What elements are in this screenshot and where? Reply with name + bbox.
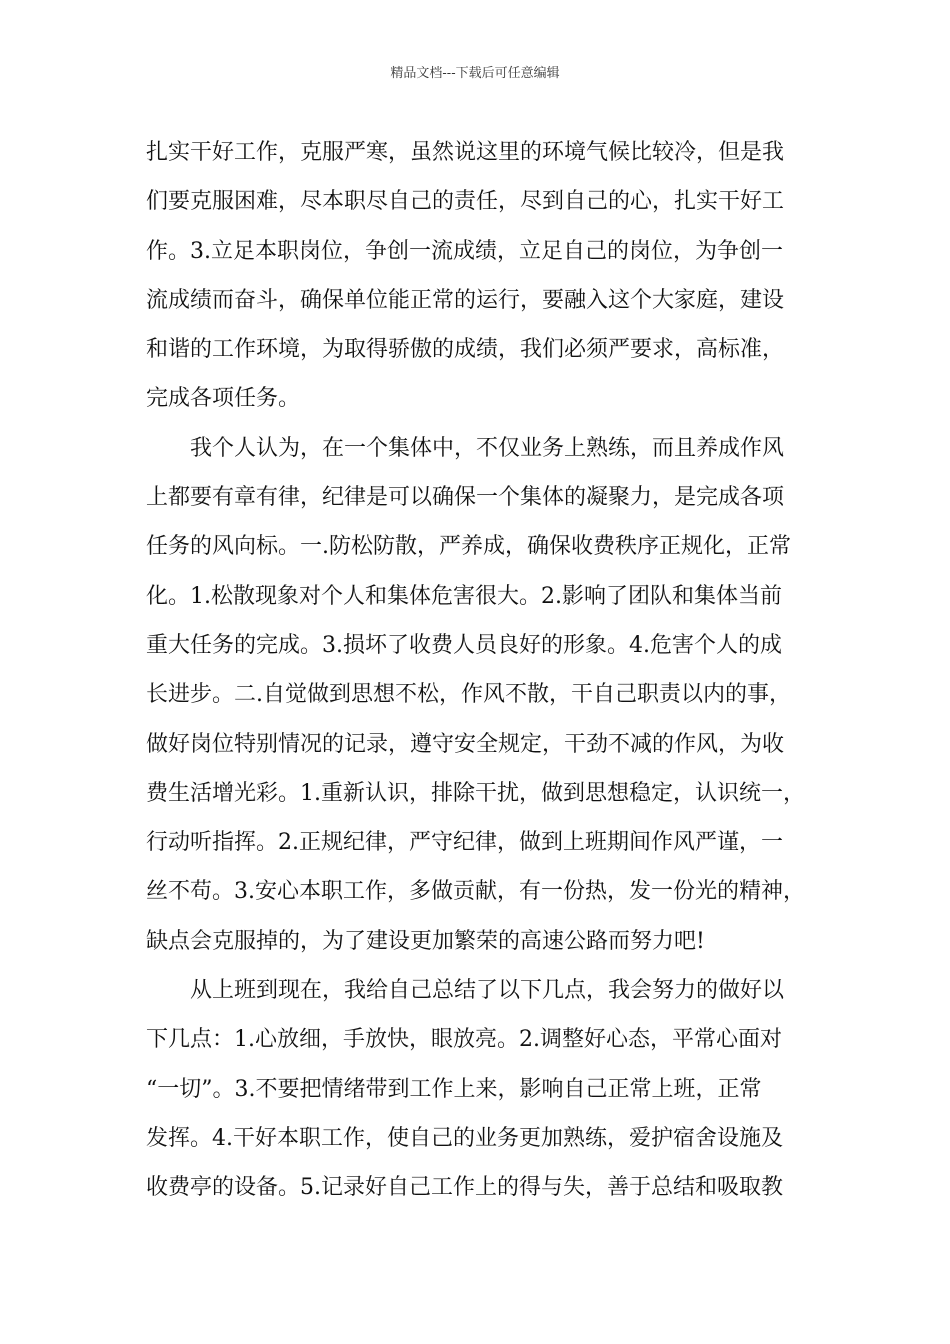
text-line: 完成各项任务。	[146, 386, 301, 412]
text-line: 缺点会克服掉的，为了建设更加繁荣的高速公路而努力吧!	[146, 928, 705, 954]
text-line: 扎实干好工作，克服严寒，虽然说这里的环境气候比较冷，但是我	[146, 140, 785, 165]
text-line: 行动听指挥。2.正规纪律，严守纪律，做到上班期间作风严谨，一	[146, 830, 783, 856]
text-line: 流成绩而奋斗，确保单位能正常的运行，要融入这个大家庭，建设	[146, 287, 785, 313]
text-line: 费生活增光彩。1.重新认识，排除干扰，做到思想稳定，认识统一，	[146, 780, 805, 806]
page-header: 精品文档---下载后可任意编辑	[390, 66, 560, 81]
text-line: 我个人认为，在一个集体中，不仅业务上熟练，而且养成作风	[190, 435, 785, 461]
text-line: 化。1.松散现象对个人和集体危害很大。2.影响了团队和集体当前	[146, 583, 782, 609]
text-line: 任务的风向标。一.防松防散，严养成，确保收费秩序正规化，正常	[146, 534, 791, 560]
text-line: 下几点：1.心放细，手放快，眼放亮。2.调整好心态，平常心面对	[146, 1027, 782, 1053]
text-line: 和谐的工作环境，为取得骄傲的成绩，我们必须严要求，高标准，	[146, 337, 785, 363]
text-line: 重大任务的完成。3.损坏了收费人员良好的形象。4.危害个人的成	[146, 632, 782, 658]
document-body	[146, 128, 826, 1213]
text-line: 上都要有章有律，纪律是可以确保一个集体的凝聚力，是完成各项	[146, 485, 785, 511]
text-line: 丝不苟。3.安心本职工作，多做贡献，有一份热，发一份光的精神，	[146, 879, 805, 905]
text-line: 作。3.立足本职岗位，争创一流成绩，立足自己的岗位，为争创一	[146, 238, 783, 264]
text-line: 从上班到现在，我给自己总结了以下几点，我会努力的做好以	[190, 978, 785, 1004]
text-line: 发挥。4.干好本职工作，使自己的业务更加熟练，爱护宿舍设施及	[146, 1125, 783, 1151]
text-line: 收费亭的设备。5.记录好自己工作上的得与失，善于总结和吸取教	[146, 1175, 783, 1201]
text-line: 做好岗位特别情况的记录，遵守安全规定，干劲不减的作风，为收	[146, 731, 785, 757]
text-line: 长进步。二.自觉做到思想不松，作风不散，干自己职责以内的事，	[146, 682, 791, 708]
text-line: 们要克服困难，尽本职尽自己的责任，尽到自己的心，扎实干好工	[146, 189, 785, 215]
text-line: “一切”。3.不要把情绪带到工作上来，影响自己正常上班，正常	[146, 1076, 762, 1102]
